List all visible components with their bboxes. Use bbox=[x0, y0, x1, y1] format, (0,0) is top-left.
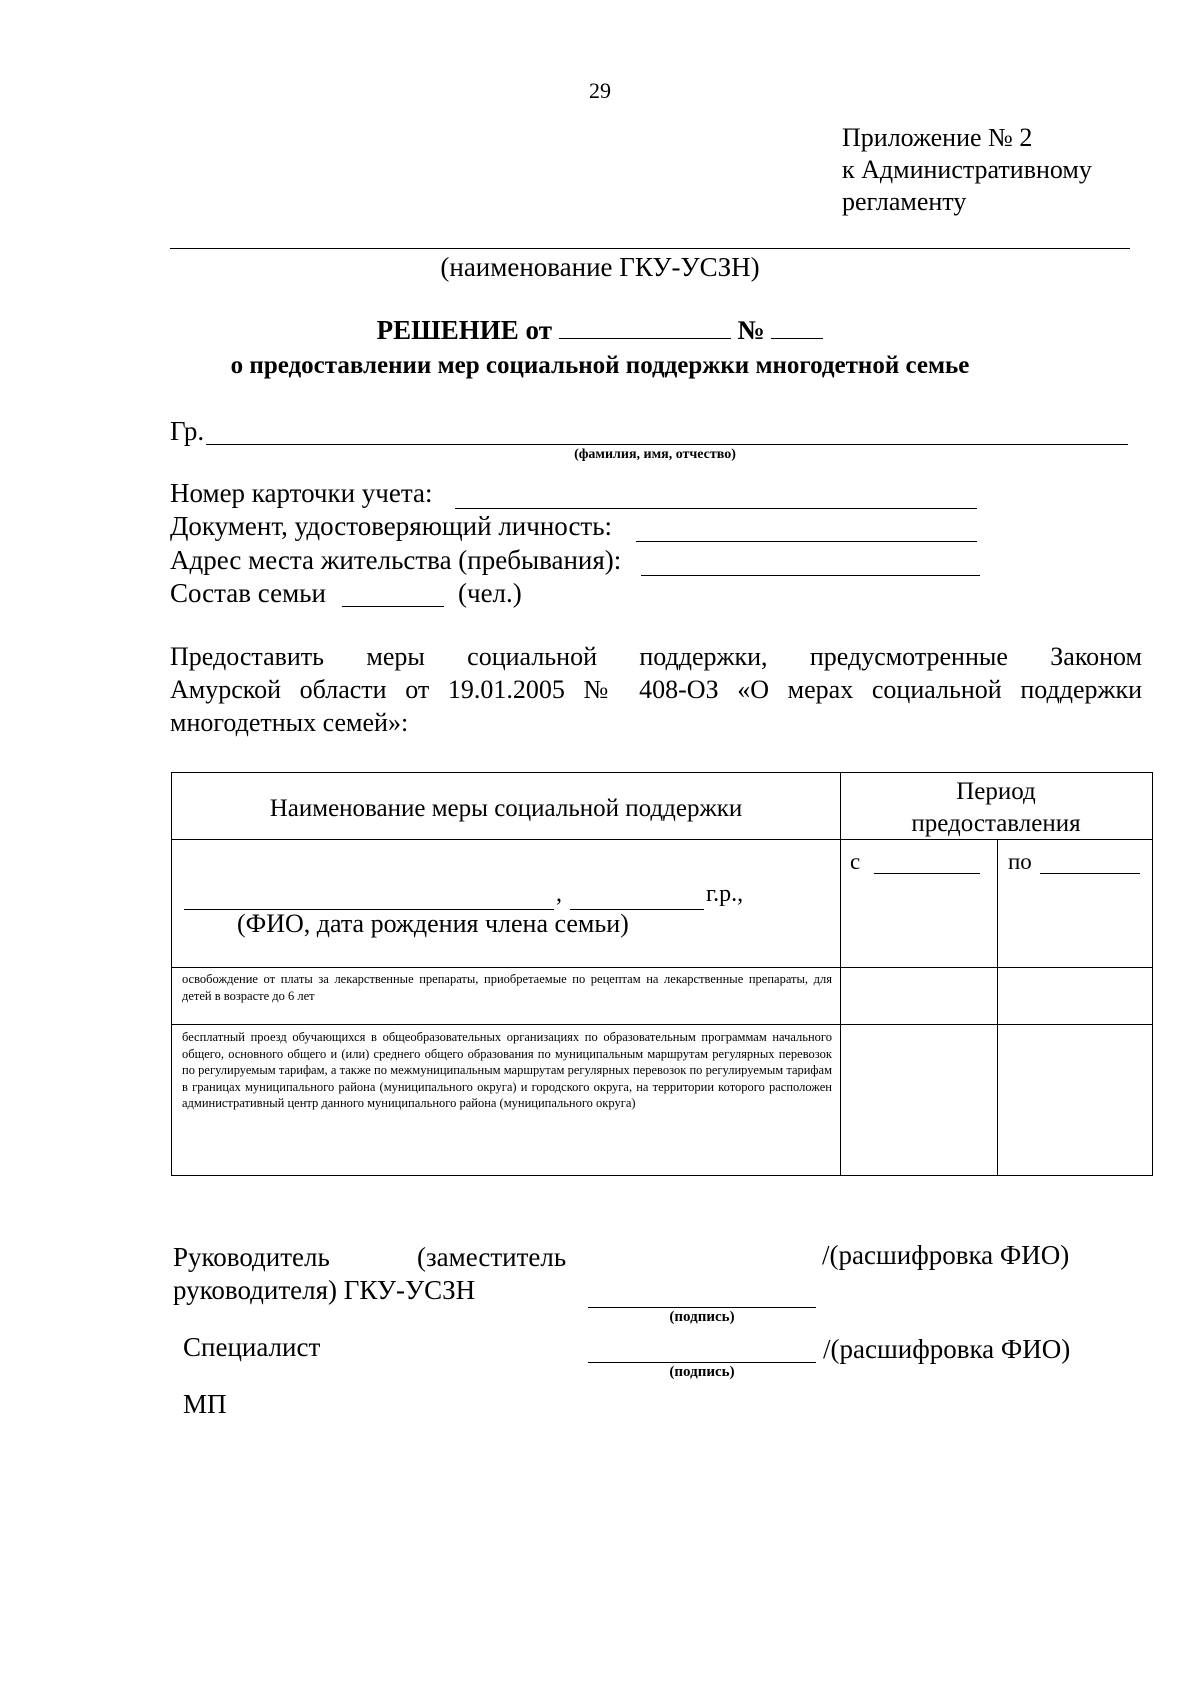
table-header-measure: Наименование меры социальной поддержки bbox=[269, 795, 743, 822]
paragraph-line: Амурской области от 19.01.2005 № 408-ОЗ «О мерах социальной поддержки bbox=[170, 675, 1142, 704]
org-name-line bbox=[170, 248, 1130, 249]
table-divider bbox=[172, 967, 1152, 968]
page-number: 29 bbox=[589, 78, 611, 103]
table-row-free-travel: бесплатный проезд обучающихся в общеобразовательных организациях по образовательным программам начального общего, основного общего и (или) среднего общего образования по муниципальным маршрутам регулярных перевозок по регулируемым тарифам, а также по межмуниципальным маршрутам регулярных перевозок по регулируемым тарифам в границах муниципального района (муниципального округа) и городского округа, на территории которого расположен административный центр данного муниципального района (муниципального округа) bbox=[182, 1030, 832, 1110]
identity-document-line bbox=[636, 541, 977, 542]
number-blank bbox=[771, 312, 823, 339]
period-from-line bbox=[874, 873, 980, 874]
gr-caption: (фамилия, имя, отчество) bbox=[574, 447, 736, 462]
family-label: Состав семьи bbox=[170, 578, 326, 608]
head-word: (заместитель bbox=[417, 1242, 567, 1272]
number-sign: № bbox=[737, 315, 765, 345]
signature-line-1 bbox=[588, 1307, 816, 1308]
document-title bbox=[0, 312, 1200, 346]
table-header-period bbox=[840, 773, 1152, 840]
signature-line-2 bbox=[588, 1362, 816, 1363]
org-name-caption: (наименование ГКУ-УСЗН) bbox=[440, 252, 760, 282]
table-divider bbox=[997, 839, 998, 1175]
fio-decode-2: /(расшифровка ФИО) bbox=[823, 1334, 1071, 1364]
comma: , bbox=[556, 881, 562, 907]
appendix-line: регламенту bbox=[842, 187, 967, 216]
gr-name-line bbox=[206, 444, 1128, 445]
family-unit: (чел.) bbox=[458, 578, 522, 608]
period-from-label: с bbox=[850, 849, 861, 874]
address-line bbox=[641, 575, 980, 576]
table-divider bbox=[172, 1024, 1152, 1025]
paragraph-line: Предоставить меры социальной поддержки, предусмотренные Законом bbox=[170, 642, 1142, 671]
card-number-line bbox=[455, 508, 977, 509]
title-text: РЕШЕНИЕ от bbox=[376, 315, 552, 345]
fio-caption: (ФИО, дата рождения члена семьи) bbox=[237, 909, 629, 938]
address-label: Адрес места жительства (пребывания): bbox=[170, 545, 622, 575]
paragraph-line: многодетных семей»: bbox=[170, 708, 409, 737]
fio-decode-1: /(расшифровка ФИО) bbox=[822, 1240, 1070, 1270]
specialist-label: Специалист bbox=[183, 1332, 321, 1362]
signature-caption-1: (подпись) bbox=[669, 1309, 735, 1325]
appendix-line: к Административному bbox=[842, 155, 1092, 184]
period-header-line: Период bbox=[956, 778, 1036, 805]
period-to-label: по bbox=[1008, 849, 1032, 874]
table-row-medicines: освобождение от платы за лекарственные препараты, приобретаемые по рецептам на лекарственные препараты, для детей в возрасте до 6 лет bbox=[182, 972, 832, 1003]
document-subtitle: о предоставлении мер социальной поддержки многодетной семье bbox=[230, 352, 970, 379]
stamp-place: МП bbox=[183, 1389, 227, 1419]
card-number-label: Номер карточки учета: bbox=[170, 478, 433, 508]
period-header-line: предоставления bbox=[911, 810, 1081, 837]
decision-paragraph bbox=[170, 640, 1142, 739]
support-measures-table bbox=[171, 772, 1153, 1176]
birth-year-abbr: г.р., bbox=[706, 881, 744, 907]
head-position-line2: руководителя) ГКУ-УСЗН bbox=[173, 1275, 476, 1305]
appendix-block bbox=[842, 122, 1092, 218]
family-count-line bbox=[342, 606, 444, 607]
identity-document-label: Документ, удостоверяющий личность: bbox=[170, 511, 613, 541]
period-to-line bbox=[1040, 873, 1140, 874]
signature-caption-2: (подпись) bbox=[669, 1364, 735, 1380]
gr-label: Гр. bbox=[170, 416, 205, 446]
head-word: Руководитель bbox=[173, 1242, 330, 1272]
appendix-line: Приложение № 2 bbox=[842, 123, 1033, 152]
date-blank bbox=[559, 312, 731, 339]
